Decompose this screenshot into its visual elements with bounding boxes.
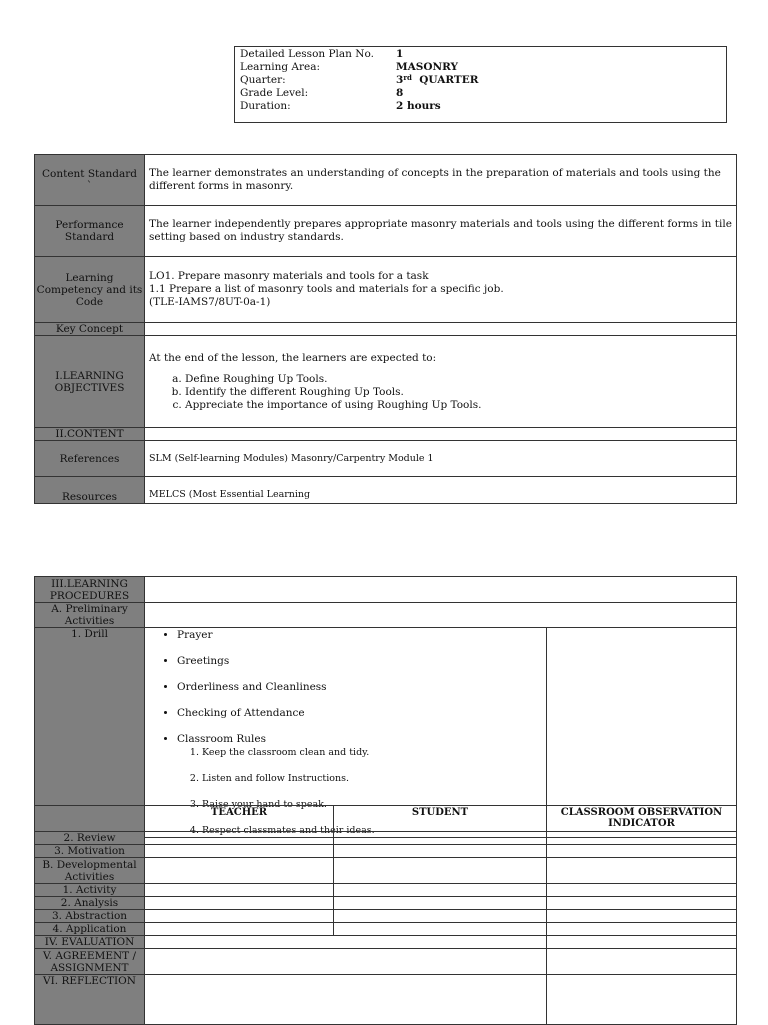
evaluation-content xyxy=(145,936,547,949)
rule-item: 2. Listen and follow Instructions. xyxy=(202,772,546,785)
teacher-cell xyxy=(145,923,334,936)
agreement-label: V. AGREEMENT / ASSIGNMENT xyxy=(35,949,145,975)
content-text xyxy=(145,428,737,441)
teacher-column-header: TEACHER xyxy=(145,806,334,832)
activity-label: 1. Activity xyxy=(35,884,145,897)
procedure-row xyxy=(35,923,737,936)
preliminary-blank xyxy=(145,603,737,628)
procedure-row xyxy=(35,910,737,923)
drill-bullet: • Greetings xyxy=(177,655,546,668)
header-value xyxy=(396,74,478,87)
header-value: MASONRY xyxy=(396,61,458,73)
header-row-grade-level xyxy=(240,87,726,100)
header-label: Quarter: xyxy=(240,74,286,86)
key-concept-label: Key Concept xyxy=(35,323,145,336)
performance-standard-label: Performance Standard xyxy=(35,206,145,257)
header-label: Detailed Lesson Plan No. xyxy=(240,48,374,60)
learning-procedures-table xyxy=(34,576,737,838)
preliminary-label: A. Preliminary Activities xyxy=(35,603,145,628)
header-value: 1 xyxy=(396,48,404,60)
objectives-intro: At the end of the lesson, the learners are expected to: xyxy=(149,351,437,364)
teacher-cell xyxy=(145,897,334,910)
indicator-cell xyxy=(547,845,737,858)
indicator-cell xyxy=(547,832,737,845)
procedures-title: III.LEARNING PROCEDURES xyxy=(35,577,145,603)
header-row-learning-area xyxy=(240,61,726,74)
drill-bullet: • Orderliness and Cleanliness xyxy=(177,681,546,694)
indicator-cell xyxy=(547,936,737,949)
abstraction-label: 3. Abstraction xyxy=(35,910,145,923)
objectives-text xyxy=(145,336,737,428)
learning-competency-label: Learning Competency and its Code xyxy=(35,257,145,323)
indicator-cell xyxy=(547,975,737,1025)
column-header-row xyxy=(35,806,737,832)
objective-item: b. Identify the different Roughing Up Tools. xyxy=(185,386,732,399)
review-label: 2. Review xyxy=(35,832,145,845)
application-label: 4. Application xyxy=(35,923,145,936)
performance-standard-row xyxy=(35,206,737,257)
quarter-word: QUARTER xyxy=(419,74,479,86)
teacher-cell xyxy=(145,858,334,884)
quarter-number: 3 xyxy=(396,74,404,86)
column-header-label-blank xyxy=(35,806,145,832)
teacher-cell xyxy=(145,845,334,858)
indicator-cell xyxy=(547,884,737,897)
teacher-cell xyxy=(145,910,334,923)
agreement-row xyxy=(35,949,737,975)
competency-code: (TLE-IAMS7/8UT-0a-1) xyxy=(149,296,271,308)
resources-text: MELCS (Most Essential Learning xyxy=(145,477,737,504)
procedure-steps-table xyxy=(34,805,737,1025)
content-row xyxy=(35,428,737,441)
header-row-quarter xyxy=(240,74,726,87)
student-cell xyxy=(334,910,547,923)
procedure-row xyxy=(35,884,737,897)
agreement-content xyxy=(145,949,547,975)
procedures-title-blank xyxy=(145,577,737,603)
objective-item: a. Define Roughing Up Tools. xyxy=(185,373,732,386)
content-standard-label: Content Standard ` xyxy=(35,155,145,206)
indicator-column-header: CLASSROOM OBSERVATION INDICATOR xyxy=(547,806,737,832)
student-cell xyxy=(334,884,547,897)
evaluation-label: IV. EVALUATION xyxy=(35,936,145,949)
indicator-cell xyxy=(547,858,737,884)
key-concept-row xyxy=(35,323,737,336)
procedure-row xyxy=(35,858,737,884)
header-value: 8 xyxy=(396,87,404,99)
reflection-row xyxy=(35,975,737,1025)
indicator-cell xyxy=(547,923,737,936)
procedure-row xyxy=(35,897,737,910)
student-cell xyxy=(334,923,547,936)
student-column-header: STUDENT xyxy=(334,806,547,832)
student-cell xyxy=(334,845,547,858)
indicator-cell xyxy=(547,897,737,910)
competency-line: LO1. Prepare masonry materials and tools for a task xyxy=(149,270,429,282)
content-standard-row xyxy=(35,155,737,206)
preliminary-row xyxy=(35,603,737,628)
student-cell xyxy=(334,858,547,884)
quarter-ordinal: rd xyxy=(403,73,412,82)
header-label: Duration: xyxy=(240,100,291,112)
objective-item: c. Appreciate the importance of using Roughing Up Tools. xyxy=(185,399,732,412)
objectives-list xyxy=(149,373,732,412)
developmental-activities-label: B. Developmental Activities xyxy=(35,858,145,884)
references-label: References xyxy=(35,441,145,477)
evaluation-row xyxy=(35,936,737,949)
reflection-content xyxy=(145,975,547,1025)
header-label: Learning Area: xyxy=(240,61,321,73)
performance-standard-text: The learner independently prepares appropriate masonry materials and tools using the different forms in tile setting based on industry standards. xyxy=(145,206,737,257)
student-cell xyxy=(334,897,547,910)
classroom-rules-heading: Classroom Rules xyxy=(177,733,267,745)
competency-line: 1.1 Prepare a list of masonry tools and materials for a specific job. xyxy=(149,283,504,295)
resources-row xyxy=(35,477,737,504)
teacher-cell xyxy=(145,884,334,897)
learning-competency-text xyxy=(145,257,737,323)
analysis-label: 2. Analysis xyxy=(35,897,145,910)
procedure-row xyxy=(35,832,737,845)
rule-item: 1. Keep the classroom clean and tidy. xyxy=(202,746,546,759)
objectives-row xyxy=(35,336,737,428)
header-value: 2 hours xyxy=(396,100,441,112)
reflection-label: VI. REFLECTION xyxy=(35,975,145,1025)
learning-competency-row xyxy=(35,257,737,323)
indicator-cell xyxy=(547,949,737,975)
stray-mark: ` xyxy=(86,180,93,192)
teacher-cell xyxy=(145,832,334,845)
header-row-duration xyxy=(240,100,726,113)
content-standard-text: The learner demonstrates an understanding of concepts in the preparation of materials and tools using the different forms in masonry. xyxy=(145,155,737,206)
indicator-cell xyxy=(547,910,737,923)
motivation-label: 3. Motivation xyxy=(35,845,145,858)
procedures-title-row xyxy=(35,577,737,603)
rule-item: 4. Respect classmates and their ideas. xyxy=(202,824,546,837)
content-label: II.CONTENT xyxy=(35,428,145,441)
lesson-plan-header xyxy=(234,46,727,123)
objectives-label: I.LEARNING OBJECTIVES xyxy=(35,336,145,428)
drill-label: 1. Drill xyxy=(35,628,145,838)
drill-bullet: • Checking of Attendance xyxy=(177,707,546,720)
key-concept-text xyxy=(145,323,737,336)
header-label: Grade Level: xyxy=(240,87,309,99)
resources-label: Resources xyxy=(35,477,145,504)
drill-bullet: • Prayer xyxy=(177,629,546,642)
procedure-row xyxy=(35,845,737,858)
lesson-standards-table xyxy=(34,154,737,504)
rule-item: 3. Raise your hand to speak. xyxy=(202,798,546,811)
references-text: SLM (Self-learning Modules) Masonry/Carpentry Module 1 xyxy=(145,441,737,477)
header-row-plan-no xyxy=(240,48,726,61)
references-row xyxy=(35,441,737,477)
student-cell xyxy=(334,832,547,845)
